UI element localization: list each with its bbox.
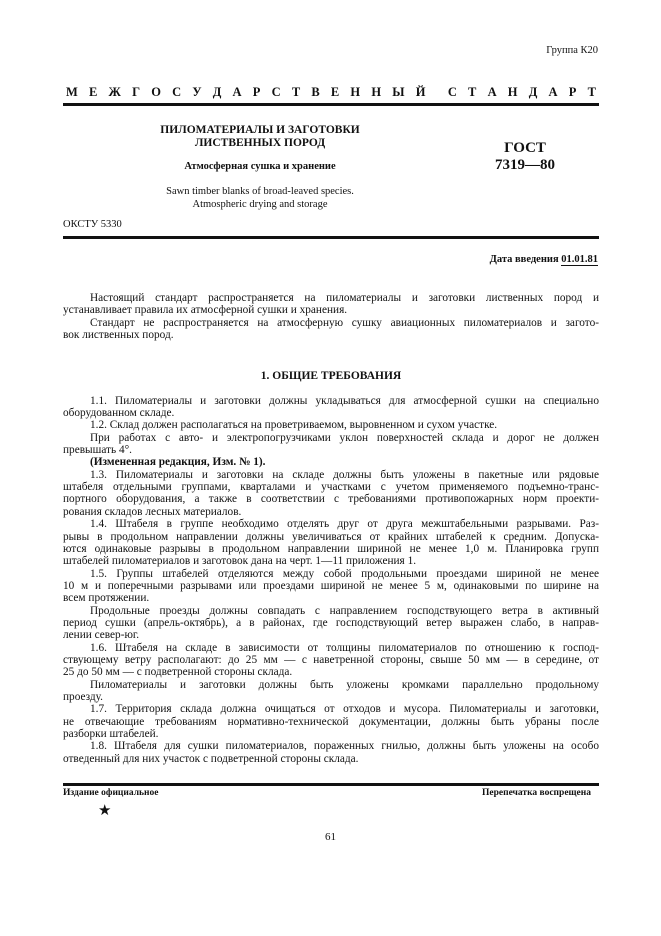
- text-line: вок лиственных пород.: [63, 329, 174, 342]
- text-line: Стандарт не распространяется на атмосферную сушку авиационных пиломатериалов и загото-: [90, 316, 599, 329]
- group-code: Группа К20: [546, 45, 598, 56]
- banner-letter: М: [66, 85, 78, 99]
- banner-letter: Е: [89, 85, 98, 99]
- text-line: 25 до 50 мм — с подветренной стороны склада.: [63, 666, 293, 679]
- text-line: превышать 4°.: [63, 444, 132, 457]
- paragraph: [63, 432, 599, 457]
- document-subtitle: Атмосферная сушка и хранение: [184, 161, 336, 172]
- banner-letter: Н: [350, 85, 361, 99]
- banner-letter: О: [151, 85, 161, 99]
- banner-letter: Т: [587, 85, 596, 99]
- text-line: Продольные проезды должны совпадать с направлением господствующего ветра в активный: [90, 604, 599, 617]
- text-line: 1.2. Склад должен располагаться на проветриваемом, выровненном и сухом участке.: [90, 419, 498, 432]
- text-line: ствующему ветру располагают: до 25 мм — с наветренной стороны, свыше 50 мм — в середине, от: [63, 653, 599, 666]
- text-line: Настоящий стандарт распространяется на пиломатериалы и заготовки лиственных пород и: [90, 292, 599, 304]
- banner-letter: А: [548, 85, 558, 99]
- spacer: [63, 341, 599, 353]
- page-number: 61: [325, 831, 336, 843]
- top-rule: [63, 103, 599, 106]
- banner-letter: Ж: [108, 85, 121, 99]
- text-line: 1.1. Пиломатериалы и заготовки должны укладываться для атмосферной сушки на специально: [90, 394, 599, 407]
- text-line: 1.3. Пиломатериалы и заготовки на складе должны быть уложены в пакетные или рядовые: [90, 468, 599, 481]
- paragraph: [63, 568, 599, 605]
- paragraph: [63, 456, 599, 468]
- text-line: разборки штабелей.: [63, 728, 159, 740]
- banner-letter: С: [172, 85, 182, 99]
- banner-letter: Д: [212, 85, 222, 99]
- paragraph: [63, 518, 599, 567]
- okstu-code: ОКСТУ 5330: [63, 219, 122, 230]
- banner-letter: Ы: [392, 85, 405, 99]
- text-line: При работах с авто- и электропогрузчиками уклон поверхностей склада и дорог не должен: [90, 431, 599, 444]
- text-line: 1.5. Группы штабелей отделяются между собой продольными проездами шириной не менее: [90, 567, 599, 580]
- paragraph: [63, 703, 599, 740]
- text-line: оборудованном складе.: [63, 407, 175, 420]
- effective-date: [490, 254, 598, 265]
- text-line: портного оборудования, а также в соответствии с требованиями противопожарных норм проекти-: [63, 493, 599, 506]
- text-line: лении север-юг.: [63, 629, 140, 642]
- english-title: [140, 186, 380, 211]
- text-line: период сушки (апрель-октябрь), а в районах, где господствующий ветер выражен слабо, в направ-: [63, 616, 599, 629]
- text-line: ются одинаковые разрывы в продольном направлении шириной не менее 1,0 м. Планировка групп: [63, 542, 599, 555]
- text-line: всем протяжении.: [63, 592, 150, 605]
- banner-letter: Р: [252, 85, 261, 99]
- paragraph: [63, 679, 599, 704]
- text-line: 10 м и поперечными разрывами или проездами шириной не менее 5 м, одинаковыми по ширине на: [63, 579, 599, 592]
- banner-letter: Т: [468, 85, 477, 99]
- banner-letter: В: [311, 85, 320, 99]
- text-line: штабеля отдельными группами, кварталами и участками с учетом применяемого подъемно-транс-: [63, 481, 599, 494]
- paragraph: [63, 469, 599, 518]
- paragraph: [63, 740, 599, 765]
- text-line: проезду.: [63, 690, 103, 703]
- paragraph: [63, 395, 599, 420]
- gost-designation: [470, 140, 580, 174]
- section-heading: 1. ОБЩИЕ ТРЕБОВАНИЯ: [260, 370, 402, 383]
- text-line: штабелей пиломатериалов и заготовок дана на черт. 1—11 приложения 1.: [63, 555, 417, 568]
- text-line: рывы в продольном направлении должны увеличиваться от крайних штабелей к средним. Допуска-: [63, 530, 599, 543]
- paragraph: [63, 292, 599, 317]
- header-rule: [63, 236, 599, 239]
- banner-letter: Р: [568, 85, 577, 99]
- text-line: рования складов лесных материалов.: [63, 505, 242, 518]
- text-line: 1.4. Штабеля в группе необходимо отделять друг от друга межштабельными разрывами. Раз-: [90, 518, 599, 531]
- text-line: (Измененная редакция, Изм. № 1).: [90, 456, 266, 469]
- gost-number: 7319—80: [495, 157, 555, 173]
- paragraph: [63, 419, 599, 431]
- paragraph: [63, 317, 599, 342]
- english-title-line: Sawn timber blanks of broad-leaved species.: [166, 186, 354, 197]
- banner-letter: Д: [528, 85, 538, 99]
- title-line: ПИЛОМАТЕРИАЛЫ И ЗАГОТОВКИ: [160, 124, 360, 136]
- effective-date-label: Дата введения: [489, 254, 559, 265]
- text-line: 1.7. Территория склада должна очищаться от отходов и мусора. Пиломатериалы и заготовки,: [90, 703, 599, 716]
- gost-label: ГОСТ: [504, 140, 546, 156]
- footer-rule: [63, 783, 599, 786]
- text-line: 1.6. Штабеля на складе в зависимости от толщины пиломатериалов по отношению к господ-: [90, 641, 599, 654]
- banner-letter: У: [192, 85, 202, 99]
- banner-letter: А: [487, 85, 497, 99]
- effective-date-value: 01.01.81: [561, 254, 598, 265]
- text-line: 1.8. Штабеля для сушки пиломатериалов, пораженных гнилью, должны быть уложены на особо: [90, 740, 599, 753]
- document-body: [63, 292, 599, 765]
- banner-letter: А: [232, 85, 242, 99]
- paragraph: [63, 605, 599, 642]
- text-line: не отвечающие требованиям нормативно-технической документации, должны быть убраны после: [63, 715, 599, 728]
- title-line: ЛИСТВЕННЫХ ПОРОД: [194, 137, 326, 149]
- banner-letter: С: [271, 85, 281, 99]
- banner-letter: Н: [507, 85, 518, 99]
- official-edition-note: Издание официальное: [63, 788, 159, 798]
- banner-letter: С: [447, 85, 457, 99]
- interstate-standard-banner: [66, 85, 596, 100]
- reprint-prohibited-note: Перепечатка воспрещена: [481, 788, 591, 798]
- star-icon: ★: [98, 803, 112, 819]
- document-title: [140, 124, 380, 150]
- text-line: Пиломатериалы и заготовки должны быть уложены кромками параллельно продольному: [90, 678, 599, 691]
- banner-letter: Т: [291, 85, 301, 99]
- banner-letter: Г: [132, 85, 141, 99]
- text-line: отведенный для них участок с подветренной стороны склада.: [63, 752, 359, 765]
- paragraph: [63, 642, 599, 679]
- text-line: устанавливает правила их атмосферной сушки и хранения.: [63, 304, 348, 317]
- banner-letter: Й: [415, 85, 426, 99]
- english-title-line: Atmospheric drying and storage: [192, 198, 328, 210]
- banner-letter: Н: [371, 85, 382, 99]
- banner-letter: Е: [330, 85, 340, 99]
